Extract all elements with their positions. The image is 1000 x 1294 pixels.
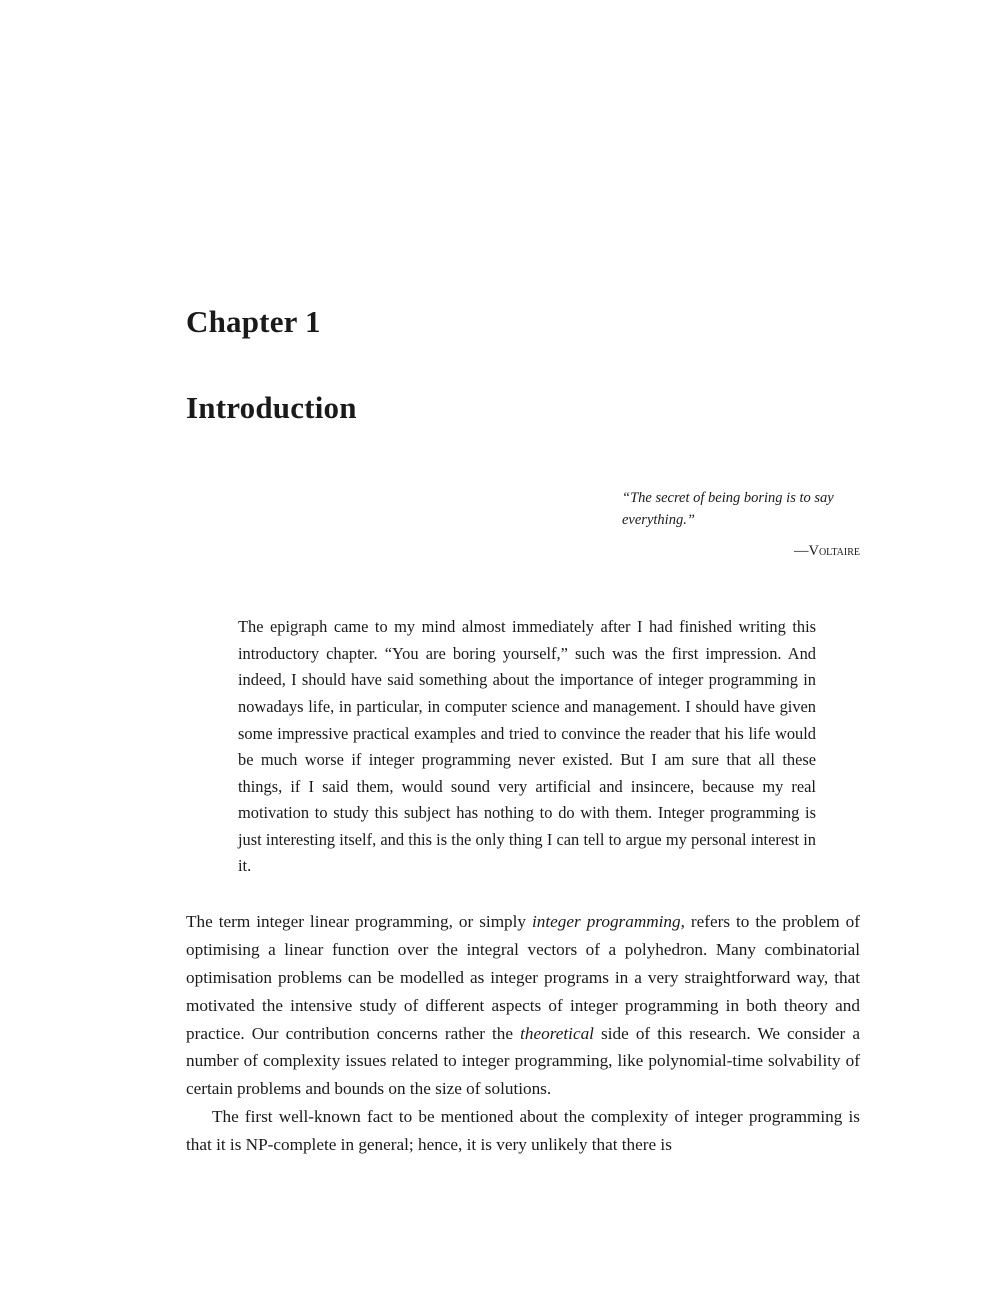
epigraph-quote: “The secret of being boring is to say everything.” [622, 490, 834, 529]
paragraph-1-part-1: The term integer linear programming, or simply [186, 912, 533, 932]
paragraph-1-part-2: , refers to the problem of optimising a linear function over the integral vectors of a polyhedron. Many combinatorial optimisation problems can be modelled as integer programs in a very straightforward way, that motivated the intensive study of different aspects of integer programming in both theory and practice. Our contribution concerns rather the [186, 912, 860, 1043]
page-content [186, 0, 860, 1159]
epigraph-attribution [622, 540, 860, 562]
paragraph-1-emphasis-1: integer programming [532, 912, 681, 932]
epigraph-attribution-dash: — [793, 543, 809, 560]
body-paragraph-2: The first well-known fact to be mentioned about the complexity of integer programming is that it is NP-complete in general; hence, it is very unlikely that there is [186, 1107, 860, 1154]
chapter-title: Introduction [186, 390, 357, 426]
body-paragraph-1 [186, 908, 860, 1103]
paragraph-1-part-3: side of this research. We consider a number of complexity issues related to integer programming, like polynomial-time solvability of certain problems and bounds on the size of solutions. [186, 1023, 860, 1099]
chapter-number: Chapter 1 [186, 304, 321, 339]
paragraph-1-emphasis-2: theoretical [520, 1023, 594, 1043]
epigraph [622, 487, 860, 562]
epigraph-attribution-name: Voltaire [808, 543, 860, 560]
blockquote-paragraph: The epigraph came to my mind almost immediately after I had finished writing this introductory chapter. “You are boring yourself,” such was the first impression. And indeed, I should have said something about the importance of integer programming in nowadays life, in particular, in computer science and management. I should have given some impressive practical examples and tried to convince the reader that his life would be much worse if integer programming never existed. But I am sure that all these things, if I said them, would sound very artificial and insincere, because my real motivation to study this subject has nothing to do with them. Integer programming is just interesting itself, and this is the only thing I can tell to argue my personal interest in it. [238, 617, 816, 876]
